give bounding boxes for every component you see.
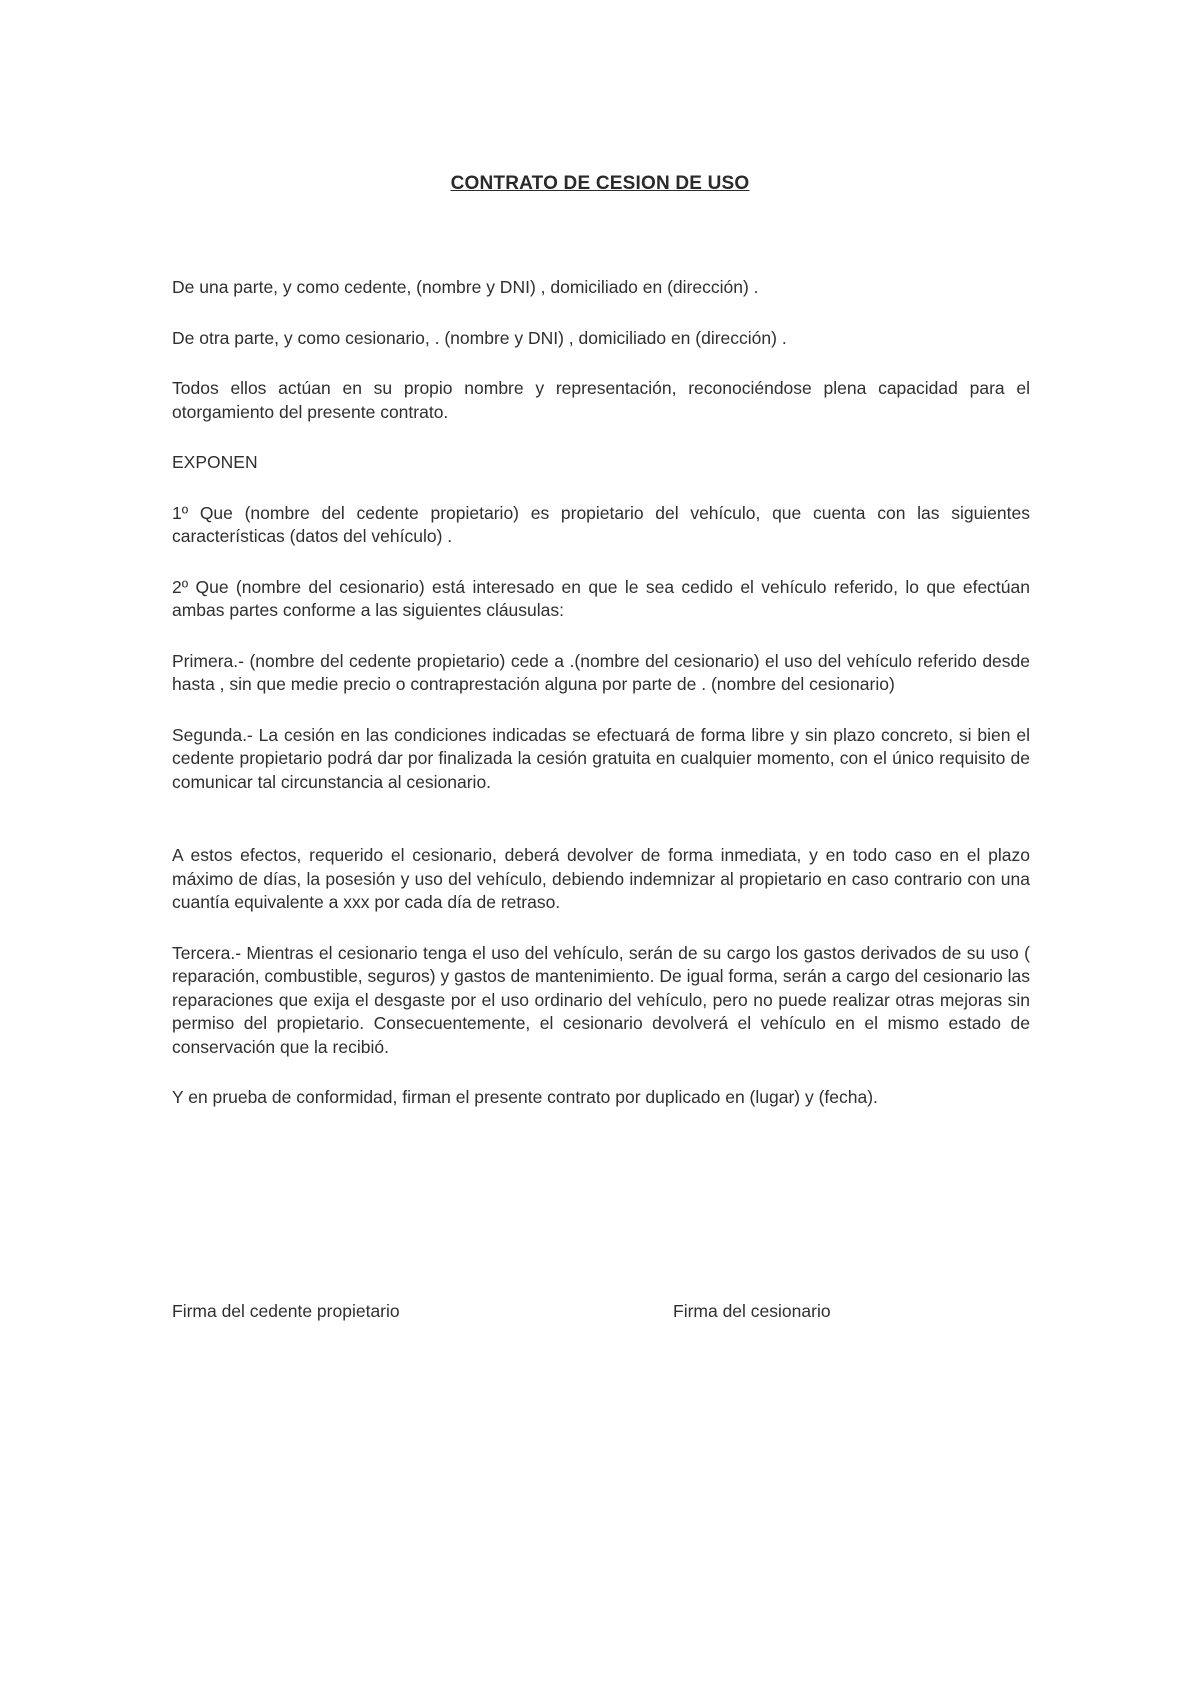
paragraph-cesionario: De otra parte, y como cesionario, . (nombre y DNI) , domiciliado en (dirección) .: [172, 327, 787, 348]
paragraph-capacidad: Todos ellos actúan en su propio nombre y representación, reconociéndose plena capacidad para el otorgamiento del presente contrato.: [172, 378, 1030, 422]
document-title: CONTRATO DE CESION DE USO: [450, 173, 750, 194]
signature-cedente: Firma del cedente propietario: [172, 1301, 400, 1321]
heading-exponen: EXPONEN: [172, 452, 258, 472]
paragraph-cedente: De una parte, y como cedente, (nombre y DNI) , domiciliado en (dirección) .: [172, 277, 759, 297]
clause-tercera: Tercera.- Mientras el cesionario tenga el uso del vehículo, serán de su cargo los gastos derivados de su uso ( reparación, combustible, seguros) y gastos de mantenimiento. De igual forma, serán a cargo del cesionario las reparaciones que exija el desgaste por el uso ordinario del vehículo, pero no puede realizar otras mejoras sin permiso del propietario. Consecuentemente, el cesionario devolverá el vehículo en el mismo estado de conservación que la recibió.: [172, 942, 1030, 1057]
paragraph-expone-1: 1º Que (nombre del cedente propietario) es propietario del vehículo, que cuenta con las siguientes características (datos del vehículo) .: [172, 502, 1030, 546]
paragraph-efectos: A estos efectos, requerido el cesionario, deberá devolver de forma inmediata, y en todo caso en el plazo máximo de días, la posesión y uso del vehículo, debiendo indemnizar al propietario en caso contrario con una cuantía equivalente a xxx por cada día de retraso.: [172, 845, 1030, 912]
document-body: [172, 276, 1030, 1137]
paragraph-expone-2: 2º Que (nombre del cesionario) está interesado en que le sea cedido el vehículo referido, lo que efectúan ambas partes conforme a las siguientes cláusulas:: [172, 576, 1030, 620]
clause-primera: Primera.- (nombre del cedente propietario) cede a .(nombre del cesionario) el uso del vehículo referido desde hasta , sin que medie precio o contraprestación alguna por parte de . (nombre del cesionario): [172, 650, 1030, 694]
signature-cesionario: Firma del cesionario: [673, 1301, 831, 1321]
clause-segunda: Segunda.- La cesión en las condiciones indicadas se efectuará de forma libre y sin plazo concreto, si bien el cedente propietario podrá dar por finalizada la cesión gratuita en cualquier momento, con el único requisito de comunicar tal circunstancia al cesionario.: [172, 724, 1030, 792]
paragraph-conformidad: Y en prueba de conformidad, firman el presente contrato por duplicado en (lugar) y (fecha).: [172, 1087, 878, 1107]
